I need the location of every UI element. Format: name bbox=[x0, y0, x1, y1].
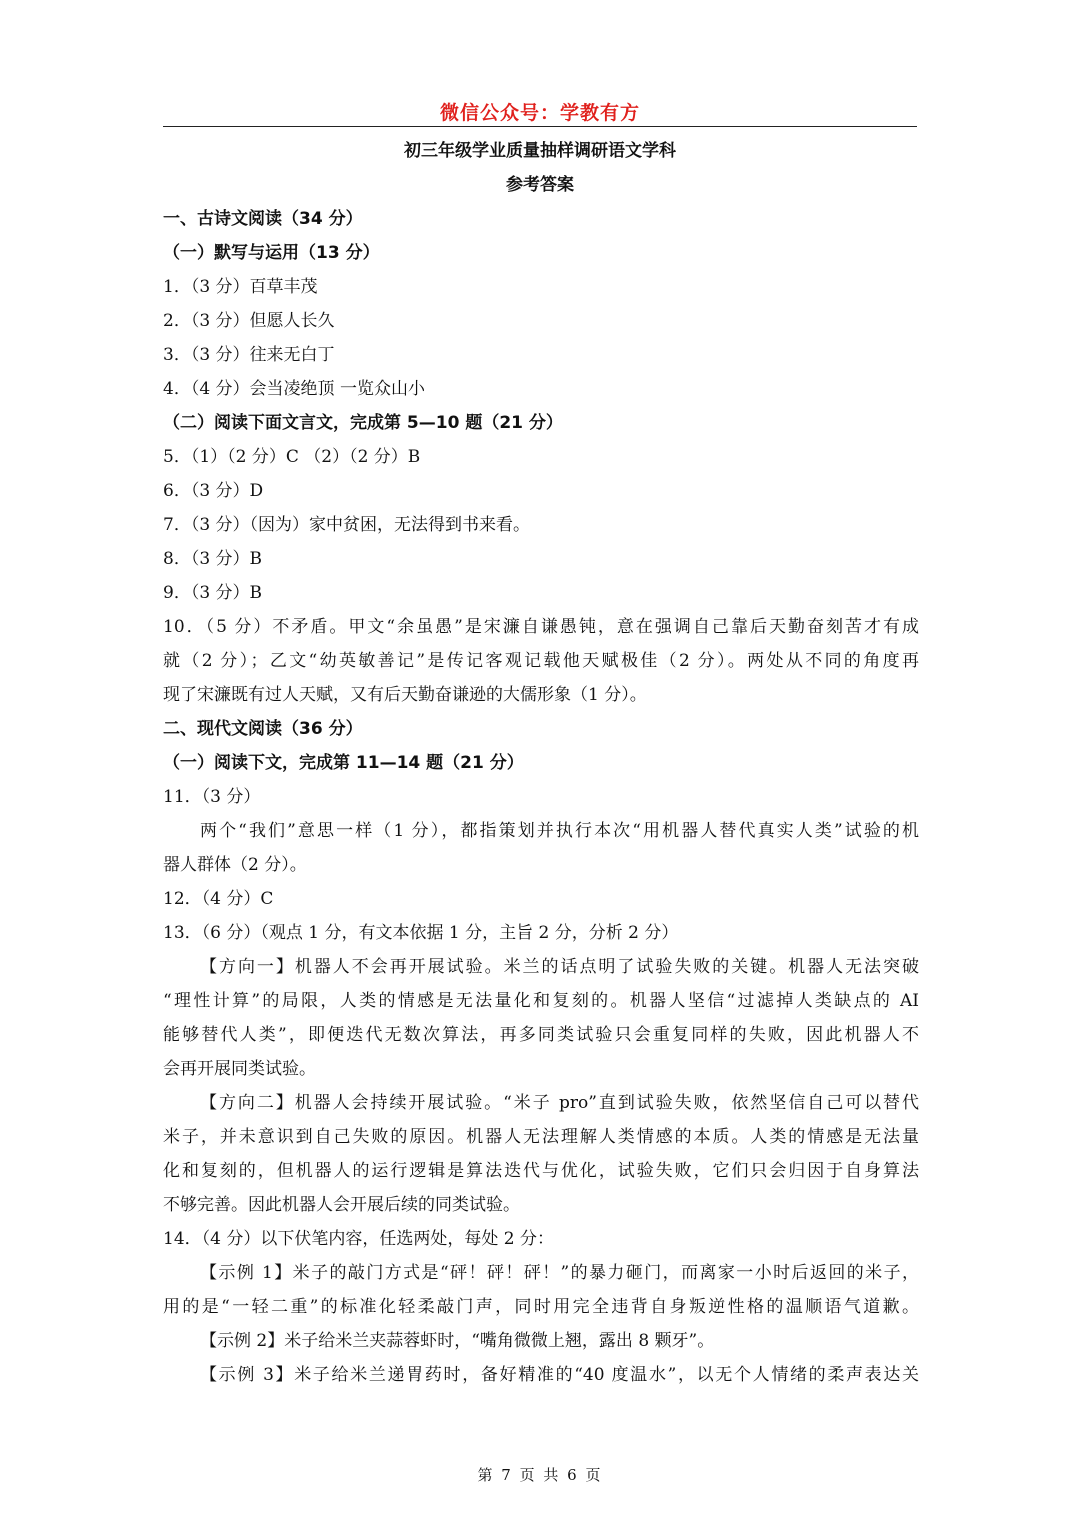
answer-line: 10．（5 分）不矛盾。甲文“余虽愚”是宋濂自谦愚钝，意在强调自己靠后天勤奋刻苦才有成 bbox=[163, 617, 919, 637]
answer-line: 【方向一】机器人不会再开展试验。米兰的话点明了试验失败的关键。机器人无法突破 bbox=[200, 957, 919, 977]
answer-line: 用的是“一轻二重”的标准化轻柔敲门声，同时用完全违背自身叛逆性格的温顺语气道歉。 bbox=[163, 1297, 919, 1317]
answer-line: 11．（3 分） bbox=[163, 787, 261, 807]
answer-line: 【示例 3】米子给米兰递胃药时，备好精准的“40 度温水”，以无个人情绪的柔声表达关 bbox=[200, 1365, 919, 1385]
answer-line: 2．（3 分）但愿人长久 bbox=[163, 311, 335, 331]
section-heading: （一）默写与运用（13 分） bbox=[163, 243, 380, 263]
answer-line: 现了宋濂既有过人天赋，又有后天勤奋谦逊的大儒形象（1 分）。 bbox=[163, 685, 647, 705]
document-subtitle: 参考答案 bbox=[506, 175, 574, 195]
section-heading: 二、现代文阅读（36 分） bbox=[163, 719, 363, 739]
section-heading: （二）阅读下面文言文，完成第 5—10 题（21 分） bbox=[163, 413, 563, 433]
answer-line: 就（2 分）；乙文“幼英敏善记”是传记客观记载他天赋极佳（2 分）。两处从不同的角度再 bbox=[163, 651, 919, 671]
answer-line: 会再开展同类试验。 bbox=[163, 1059, 316, 1079]
section-heading: 一、古诗文阅读（34 分） bbox=[163, 209, 363, 229]
answer-line: 1．（3 分）百草丰茂 bbox=[163, 277, 318, 297]
answer-line: 不够完善。因此机器人会开展后续的同类试验。 bbox=[163, 1195, 520, 1215]
answer-line: 12．（4 分）C bbox=[163, 889, 274, 909]
answer-line: 4．（4 分）会当凌绝顶 一览众山小 bbox=[163, 379, 425, 399]
watermark-header: 微信公众号：学教有方 bbox=[439, 102, 640, 124]
section-heading: （一）阅读下文，完成第 11—14 题（21 分） bbox=[163, 753, 524, 773]
answer-line: 【示例 1】米子的敲门方式是“砰！砰！砰！”的暴力砸门，而离家一小时后返回的米子， bbox=[200, 1263, 919, 1283]
answer-line: 9．（3 分）B bbox=[163, 583, 263, 603]
answer-line: 14．（4 分）以下伏笔内容，任选两处，每处 2 分： bbox=[163, 1229, 554, 1249]
answer-line: 能够替代人类”，即便迭代无数次算法，再多同类试验只会重复同样的失败，因此机器人不 bbox=[163, 1025, 919, 1045]
answer-line: 【示例 2】米子给米兰夹蒜蓉虾时，“嘴角微微上翘，露出 8 颗牙”。 bbox=[200, 1331, 715, 1351]
answer-line: 13．（6 分）（观点 1 分，有文本依据 1 分，主旨 2 分，分析 2 分） bbox=[163, 923, 679, 943]
answer-line: 两个“我们”意思一样（1 分），都指策划并执行本次“用机器人替代真实人类”试验的机 bbox=[200, 821, 919, 841]
answer-line: “理性计算”的局限，人类的情感是无法量化和复刻的。机器人坚信“过滤掉人类缺点的 AI bbox=[163, 991, 919, 1011]
answer-line: 8．（3 分）B bbox=[163, 549, 263, 569]
answer-line: 5．（1）（2 分）C （2）（2 分）B bbox=[163, 447, 421, 467]
answer-line: 【方向二】机器人会持续开展试验。“米子 pro”直到试验失败，依然坚信自己可以替代 bbox=[200, 1093, 919, 1113]
answer-line: 6．（3 分）D bbox=[163, 481, 264, 501]
answer-line: 器人群体（2 分）。 bbox=[163, 855, 307, 875]
page-footer: 第 7 页 共 6 页 bbox=[477, 1466, 603, 1484]
answer-line: 化和复刻的，但机器人的运行逻辑是算法迭代与优化，试验失败，它们只会归因于自身算法 bbox=[163, 1161, 919, 1181]
document-title: 初三年级学业质量抽样调研语文学科 bbox=[404, 141, 676, 161]
header-divider bbox=[163, 126, 917, 127]
answer-line: 3．（3 分）往来无白丁 bbox=[163, 345, 335, 365]
answer-line: 7．（3 分）（因为）家中贫困，无法得到书来看。 bbox=[163, 515, 531, 535]
answer-line: 米子，并未意识到自己失败的原因。机器人无法理解人类情感的本质。人类的情感是无法量 bbox=[163, 1127, 919, 1147]
answer-content bbox=[163, 202, 919, 1392]
